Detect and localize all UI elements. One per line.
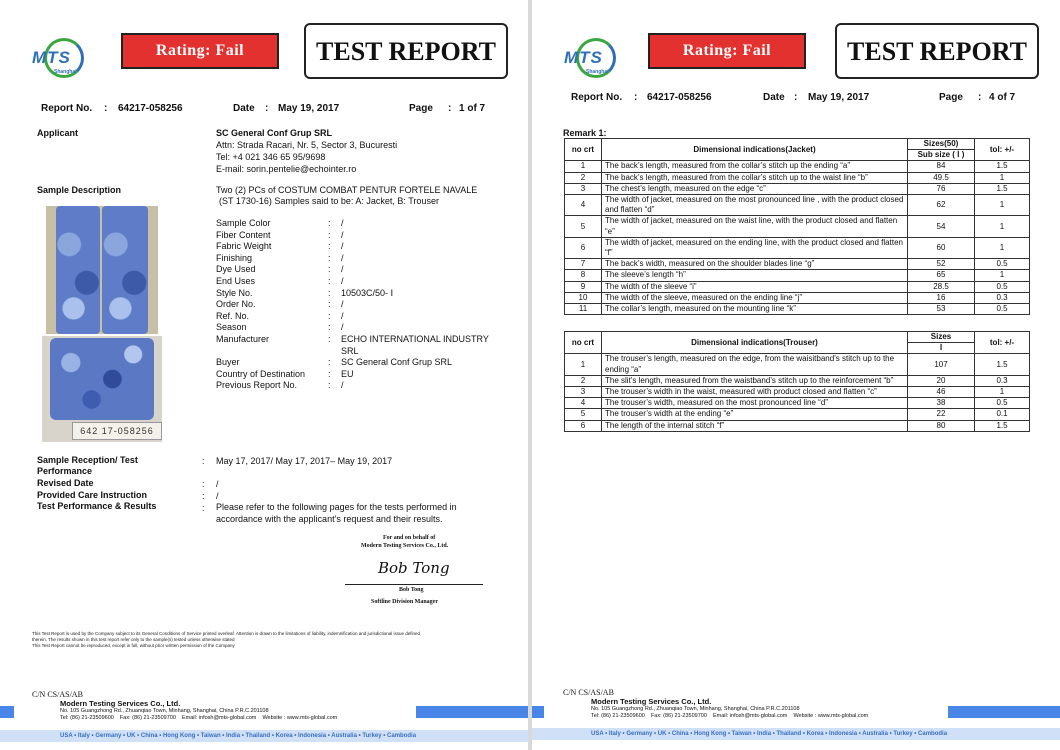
applicant-email: E-mail: sorin.pentelie@echointer.ro [216,164,357,174]
field-colon: : [328,310,331,321]
cell-description: The width of jacket, measured on the most pronounced line , with the product closed and flatten “d” [602,195,908,216]
table-row [565,195,1030,216]
jacket-shape [50,338,154,420]
footer-address: No. 105 Guangzhong Rd., Zhuanqiao Town, Minhang, Shanghai, China P.R.C.201108 [60,708,269,714]
trouser-photo [46,206,158,334]
table-row [565,354,1030,375]
sample-description-line-1: Two (2) PCs of COSTUM COMBAT PENTUR FORTELE NAVALE [216,185,478,195]
cell-tolerance: 1.5 [975,183,1030,194]
field-label: Order No. [216,299,256,310]
report-no-value: 64217-058256 [118,103,183,114]
cell-tolerance: 1 [975,237,1030,258]
col-no-crt: no crt [565,332,602,354]
reception-colon: : [202,456,205,466]
logo-text: MTS [564,48,603,67]
disclaimer-line-3: This Test Report cannot be reproduced, except in full, without prior written permission of the Company [32,643,235,648]
field-value: SC General Conf Grup SRL [341,357,453,368]
revised-date-colon: : [202,479,205,489]
field-label: Country of Destination [216,368,306,379]
field-colon: : [328,322,331,333]
col-sizes: Sizes [908,332,975,343]
cell-description: The back’s length, measured from the collar’s stitch up to the waist line “b” [602,172,908,183]
report-no-colon: : [634,92,638,103]
cell-size: 65 [908,270,975,281]
trouser-dimension-table [564,331,1030,432]
logo-subtext: Shanghai [586,69,609,75]
col-dimensional-indications: Dimensional indications(Jacket) [602,139,908,161]
cell-size: 80 [908,420,975,431]
cell-tolerance: 0.5 [975,304,1030,315]
mts-logo-icon [30,38,96,82]
page-value: 4 of 7 [989,92,1016,103]
disclaimer-line-1: This Test Report is used by the Company subject to its General Conditions of Service printed overleaf. Attention is drawn to the limitations of liability, indemnification and jurisdictional issue defined [32,631,421,636]
footer-company: Modern Testing Services Co., Ltd. [591,697,712,706]
page-label: Page [939,92,963,103]
report-page-4 [532,0,1060,750]
cell-tolerance: 1 [975,172,1030,183]
table-row [565,375,1030,386]
field-label: Ref. No. [216,310,250,321]
footer-code: C/N CS/AS/AB [563,688,614,697]
table-row [565,420,1030,431]
field-value: / [341,252,344,263]
cell-no: 4 [565,195,602,216]
applicant-label: Applicant [37,128,79,138]
footer-company: Modern Testing Services Co., Ltd. [60,699,181,708]
sample-tag: 642 17-058256 [72,422,162,440]
cell-description: The width of jacket, measured on the waist line, with the product closed and flatten “e” [602,216,908,237]
page-colon: : [448,103,452,114]
page-label: Page [409,103,433,114]
cell-no: 5 [565,409,602,420]
cell-description: The back’s length, measured from the collar’s stitch up the ending “a” [602,161,908,172]
date-colon: : [794,92,798,103]
field-label: Season [216,322,247,333]
cell-size: 107 [908,354,975,375]
applicant-address: Attn: Strada Racari, Nr. 5, Sector 3, Bucuresti [216,140,398,150]
signature-line [345,584,483,585]
field-colon: : [328,252,331,263]
table-row [565,172,1030,183]
field-colon: : [328,334,331,344]
revised-date-label: Revised Date [37,478,94,488]
report-no-value: 64217-058256 [647,92,712,103]
cell-tolerance: 1.5 [975,161,1030,172]
report-title: TEST REPORT [304,23,508,79]
cell-description: The trouser’s width in the waist, measured with product closed and flatten “c” [602,387,908,398]
field-label: Manufacturer [216,334,270,344]
field-value: / [341,276,344,286]
cell-no: 5 [565,216,602,237]
footer-bar-right [948,706,1060,718]
cell-tolerance: 0.3 [975,292,1030,303]
cell-description: The slit’s length, measured from the waistband’s stitch up to the reinforcement “b” [602,375,908,386]
field-label: Sample Color [216,218,271,228]
care-instruction-colon: : [202,491,205,501]
cell-no: 1 [565,161,602,172]
cell-tolerance: 1 [975,270,1030,281]
cell-size: 22 [908,409,975,420]
footer-code: C/N CS/AS/AB [32,690,83,699]
cell-tolerance: 1 [975,387,1030,398]
cell-tolerance: 1 [975,195,1030,216]
field-value: / [341,229,344,240]
report-title: TEST REPORT [835,23,1039,79]
cell-no: 4 [565,398,602,409]
table-row [565,183,1030,194]
results-value-line-1: Please refer to the following pages for the tests performed in [216,502,457,512]
cell-no: 2 [565,172,602,183]
cell-tolerance: 0.5 [975,259,1030,270]
rating-badge: Rating: Fail [648,33,806,69]
field-value: 10503C/50- Ⅰ [341,287,394,298]
results-colon: : [202,503,205,513]
logo-subtext: Shanghai [54,69,77,75]
cell-size: 16 [908,292,975,303]
table-row [565,270,1030,281]
disclaimer-line-2: therein. The results shown in this test report refer only to the sample(s) tested unless otherwise stated [32,637,235,642]
cell-size: 54 [908,216,975,237]
table-row [565,237,1030,258]
cell-size: 20 [908,375,975,386]
field-colon: : [328,299,331,310]
cell-no: 9 [565,281,602,292]
cell-description: The length of the internal stitch “f” [602,420,908,431]
cell-size: 46 [908,387,975,398]
footer-countries: USA • Italy • Germany • UK • China • Hong Kong • Taiwan • India • Thailand • Korea • Indonesia • Australia • Turkey • Cambodia [0,730,528,742]
logo-text: MTS [32,48,71,67]
table-row [565,216,1030,237]
trouser-left-leg [56,206,100,334]
date-value: May 19, 2017 [808,92,870,103]
date-value: May 19, 2017 [278,103,340,114]
field-value: / [341,310,344,321]
date-colon: : [265,103,269,114]
sample-description-label: Sample Description [37,185,122,195]
field-label: Previous Report No. [216,380,298,391]
applicant-name: SC General Conf Grup SRL [216,128,333,138]
cell-size: 62 [908,195,975,216]
field-colon: : [328,218,331,228]
signer-name: Bob Tong [399,587,424,593]
field-colon: : [328,368,331,379]
jacket-dimension-table [564,138,1030,315]
report-no-label: Report No. [571,92,623,103]
remark-label: Remark 1: [563,128,607,138]
cell-description: The trouser’s length, measured on the edge, from the waisitband’s stitch up to the ending “a” [602,354,908,375]
cell-description: The back’s width, measured on the shoulder blades line “g” [602,259,908,270]
col-no-crt: no crt [565,139,602,161]
field-value: / [341,380,344,391]
field-colon: : [328,276,331,286]
sign-behalf: For and on behalf of [383,535,436,541]
page-value: 1 of 7 [459,103,486,114]
field-colon: : [328,229,331,240]
cell-tolerance: 0.1 [975,409,1030,420]
col-subsize: Ⅰ [908,343,975,354]
field-value: / [341,241,344,252]
cell-no: 7 [565,259,602,270]
table-row [565,409,1030,420]
sample-description-line-2: (ST 1730-16) Samples said to be: A: Jacket, B: Trouser [219,196,439,206]
col-tolerance: tol: +/- [975,332,1030,354]
cell-no: 8 [565,270,602,281]
cell-no: 6 [565,420,602,431]
cell-no: 3 [565,183,602,194]
revised-date-value: / [216,479,219,489]
col-dimensional-indications: Dimensional indications(Trouser) [602,332,908,354]
cell-description: The chest’s length, measured on the edge “c” [602,183,908,194]
signature: Bob Tong [378,559,450,577]
report-no-label: Report No. [41,103,93,114]
footer-contact: Tel: (86) 21-23509600 Fax: (86) 21-23509700 Email: infosh@mts-global.com Website : www.mts-global.com [591,713,869,719]
cell-description: The width of jacket, measured on the ending line, with the product closed and flatten “f” [602,237,908,258]
footer-bar-left [0,706,14,718]
cell-description: The trouser’s width, measured on the most pronounced line “d” [602,398,908,409]
field-value: ECHO INTERNATIONAL INDUSTRY [341,334,489,344]
table-row [565,398,1030,409]
table-row [565,304,1030,315]
cell-tolerance: 0.5 [975,398,1030,409]
signer-title: Softline Division Manager [371,599,438,605]
table-row [565,161,1030,172]
cell-size: 60 [908,237,975,258]
applicant-tel: Tel: +4 021 346 65 95/9698 [216,152,326,162]
page-colon: : [978,92,982,103]
cell-size: 76 [908,183,975,194]
footer-bar-right [416,706,528,718]
cell-no: 6 [565,237,602,258]
field-label: Style No. [216,287,253,298]
cell-size: 52 [908,259,975,270]
footer-bar-left [532,706,544,718]
cell-description: The width of the sleeve “i” [602,281,908,292]
footer-contact: Tel: (86) 21-23509600 Fax: (86) 21-23509700 Email: infosh@mts-global.com Website : www.mts-global.com [60,715,338,721]
cell-description: The sleeve’s length “h” [602,270,908,281]
field-value: / [341,299,344,310]
field-value: / [341,264,344,275]
field-colon: : [328,357,331,368]
field-colon: : [328,380,331,391]
cell-size: 53 [908,304,975,315]
cell-size: 38 [908,398,975,409]
care-instruction-label: Provided Care Instruction [37,490,148,500]
report-no-colon: : [104,103,108,114]
field-value: SRL [341,345,359,356]
field-colon: : [328,287,331,298]
results-label: Test Performance & Results [37,501,157,511]
cell-description: The width of the sleeve, measured on the ending line “j” [602,292,908,303]
field-label: Dye Used [216,264,256,275]
table-row [565,387,1030,398]
col-sizes: Sizes(50) [908,139,975,150]
footer-address: No. 105 Guangzhong Rd., Zhuanqiao Town, Minhang, Shanghai, China P.R.C.201108 [591,706,800,712]
field-label: Finishing [216,252,253,263]
cell-no: 2 [565,375,602,386]
cell-size: 28.5 [908,281,975,292]
report-page-1 [0,0,528,750]
sign-company: Modern Testing Services Co., Ltd. [361,543,449,549]
cell-tolerance: 0.3 [975,375,1030,386]
jacket-photo [42,336,162,442]
field-label: End Uses [216,276,256,286]
cell-size: 84 [908,161,975,172]
results-value-line-2: accordance with the applicant’s request and their results. [216,514,443,524]
cell-description: The collar’s length, measured on the mounting line “k” [602,304,908,315]
cell-description: The trouser’s width at the ending “e” [602,409,908,420]
col-tolerance: tol: +/- [975,139,1030,161]
trouser-right-leg [102,206,148,334]
field-value: / [341,322,344,333]
cell-tolerance: 1.5 [975,354,1030,375]
table-row [565,281,1030,292]
cell-tolerance: 1 [975,216,1030,237]
cell-no: 10 [565,292,602,303]
table-row [565,292,1030,303]
cell-size: 49.5 [908,172,975,183]
cell-tolerance: 0.5 [975,281,1030,292]
field-colon: : [328,241,331,252]
field-label: Buyer [216,357,240,368]
reception-label: Sample Reception/ Test Performance [37,455,138,476]
col-subsize: Sub size ( Ⅰ ) [908,150,975,161]
reception-value: May 17, 2017/ May 17, 2017– May 19, 2017 [216,456,393,466]
mts-logo-icon [562,38,628,82]
cell-no: 1 [565,354,602,375]
field-value: / [341,218,344,228]
care-instruction-value: / [216,491,219,501]
field-colon: : [328,264,331,275]
cell-no: 11 [565,304,602,315]
footer-countries: USA • Italy • Germany • UK • China • Hong Kong • Taiwan • India • Thailand • Korea • Indonesia • Australia • Turkey • Cambodia [532,728,1060,740]
cell-no: 3 [565,387,602,398]
field-label: Fiber Content [216,229,271,240]
rating-badge: Rating: Fail [121,33,279,69]
table-row [565,259,1030,270]
field-value: EU [341,368,354,379]
field-label: Fabric Weight [216,241,272,252]
date-label: Date [233,103,255,114]
date-label: Date [763,92,785,103]
cell-tolerance: 1.5 [975,420,1030,431]
